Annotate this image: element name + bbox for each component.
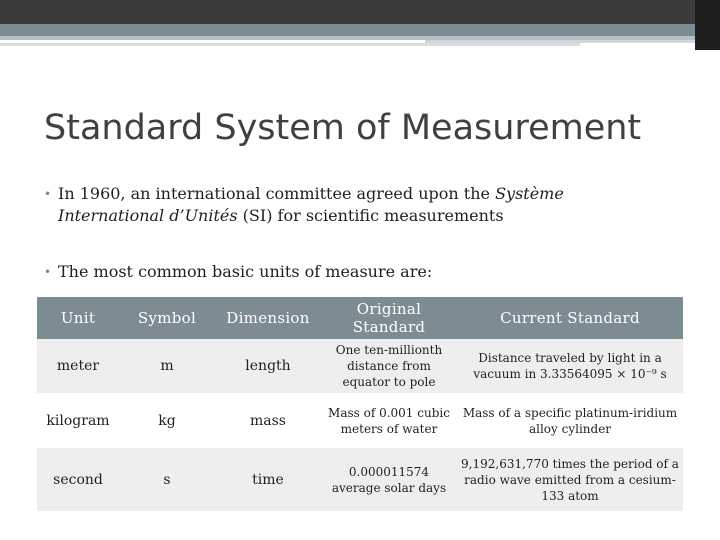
bullet-units-text: The most common basic units of measure are: — [58, 262, 433, 281]
header-current-standard: Current Standard — [457, 297, 683, 339]
header-dimension: Dimension — [215, 297, 321, 339]
bullet-dot-icon: • — [44, 187, 52, 201]
accent-line-2 — [0, 43, 580, 46]
table-header-row — [37, 297, 683, 339]
cell-original: 0.000011574 average solar days — [321, 448, 457, 511]
cell-symbol: m — [119, 339, 215, 393]
bullet-dot-icon: • — [44, 265, 52, 279]
bullet-si — [44, 183, 668, 227]
accent-strip — [0, 24, 695, 36]
cell-original: One ten-millionth distance from equator to pole — [321, 339, 457, 393]
cell-original: Mass of 0.001 cubic meters of water — [321, 393, 457, 448]
cell-dimension: mass — [215, 393, 321, 448]
bullet-units — [44, 261, 668, 283]
cell-symbol: s — [119, 448, 215, 511]
cell-symbol: kg — [119, 393, 215, 448]
bullet-si-emphasis: Système International d’Unités — [58, 184, 564, 225]
top-bar — [0, 0, 720, 24]
cell-unit: second — [37, 448, 119, 511]
header-original-standard: Original Standard — [321, 297, 457, 339]
cell-current: Distance traveled by light in a vacuum in 3.33564095 × 10⁻⁹ s — [457, 339, 683, 393]
table-row — [37, 448, 683, 511]
bullet-si-pre: In 1960, an international committee agreed upon the — [58, 184, 496, 203]
header-unit: Unit — [37, 297, 119, 339]
table-row — [37, 393, 683, 448]
cell-dimension: time — [215, 448, 321, 511]
cell-current: 9,192,631,770 times the period of a radio wave emitted from a cesium-133 atom — [457, 448, 683, 511]
cell-current: Mass of a specific platinum-iridium alloy cylinder — [457, 393, 683, 448]
units-table — [37, 297, 683, 511]
cell-dimension: length — [215, 339, 321, 393]
cell-unit: meter — [37, 339, 119, 393]
cell-unit: kilogram — [37, 393, 119, 448]
header-symbol: Symbol — [119, 297, 215, 339]
bullet-si-post: (SI) for scientific measurements — [237, 206, 504, 225]
corner-block — [695, 0, 720, 50]
slide-title: Standard System of Measurement — [44, 108, 642, 148]
table-row — [37, 339, 683, 393]
